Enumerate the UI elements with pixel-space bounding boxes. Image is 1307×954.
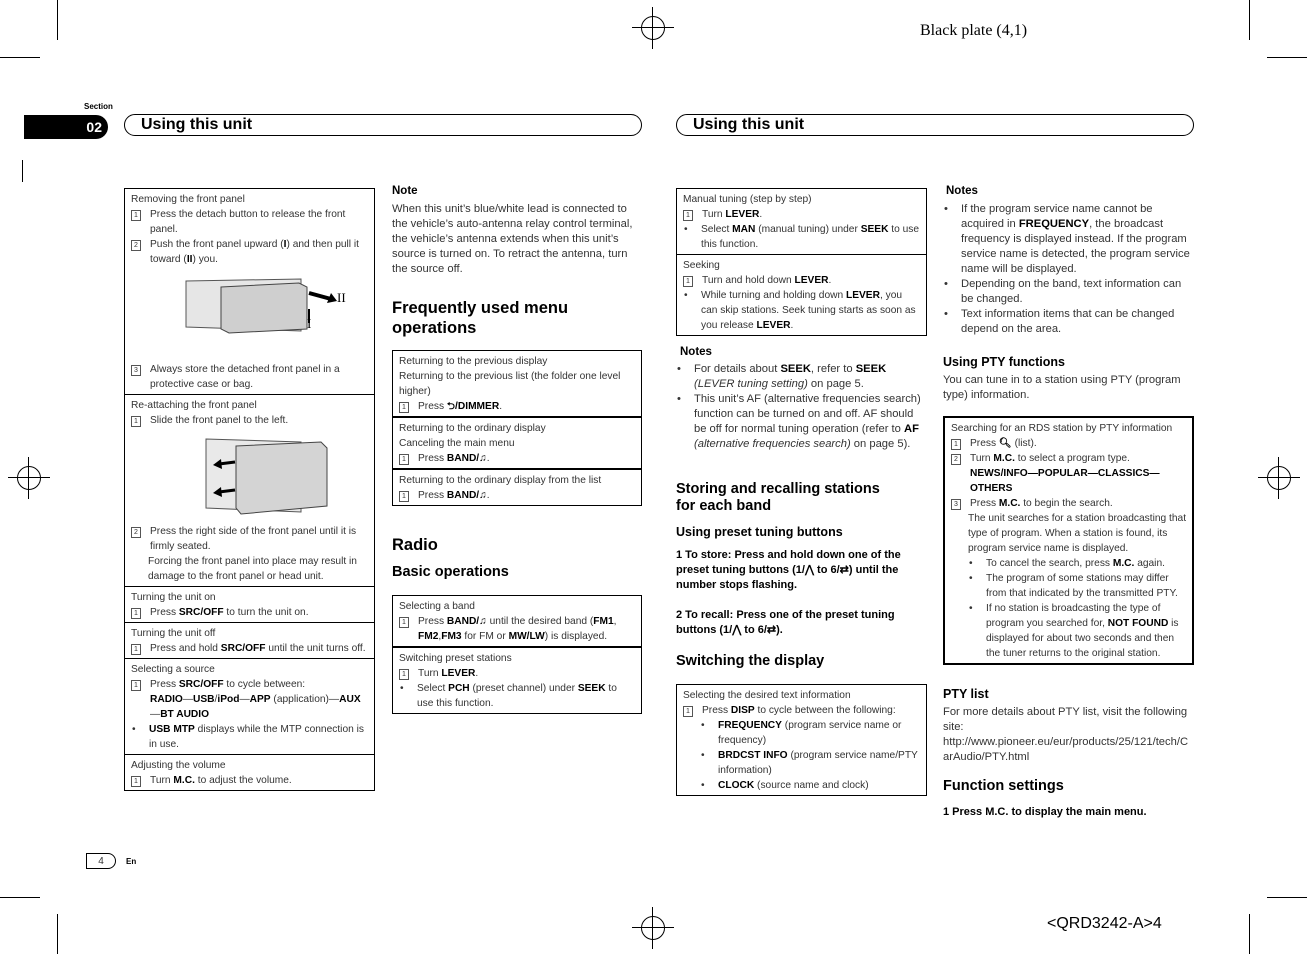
bullet-icon: • [677, 363, 681, 375]
step-recall: 2 To recall: Press one of the preset tuning buttons (1/⋀ to 6/⇄). [676, 609, 895, 636]
bullet-text: CLOCK (source name and clock) [718, 780, 869, 791]
pty-list-url[interactable]: http://www.pioneer.eu/eur/products/25/121/tech/CarAudio/PTY.html [943, 736, 1189, 763]
step-detail: Forcing the front panel into place may result in damage to the front panel or head unit. [148, 556, 357, 582]
cell-title: Returning to the ordinary display [399, 423, 546, 434]
step-2-icon: 2 [131, 527, 141, 538]
section-heading-switch-display: Switching the display [676, 653, 825, 669]
seeking-cell [677, 254, 926, 335]
section-heading-frequent: Frequently used menu operations [392, 299, 569, 337]
direction-mark-2: II [337, 290, 346, 305]
music-note-icon: ♫ [479, 490, 487, 501]
repeat-icon: ⇄ [839, 564, 849, 576]
step-text: Turn and hold down LEVER. [702, 275, 832, 286]
bullet-text: FREQUENCY (program service name or frequency) [718, 720, 902, 746]
bullet-icon: • [701, 750, 705, 761]
bullet-icon: • [969, 603, 973, 614]
reattach-panel-illustration [131, 428, 369, 524]
section-heading-function-settings: Function settings [943, 778, 1064, 794]
cell-title: Manual tuning (step by step) [683, 194, 812, 205]
bullet-icon: • [944, 203, 948, 215]
bullet-icon: • [944, 278, 948, 290]
step-text: Press BAND/♫. [418, 453, 490, 464]
registration-mark-icon [641, 16, 665, 40]
pty-search-cell [945, 418, 1192, 663]
bullet-text: To cancel the search, press M.C. again. [986, 558, 1165, 569]
subheading-pty-list: PTY list [943, 687, 989, 701]
step-2-icon: 2 [951, 454, 961, 465]
step-text: Turn LEVER. [702, 209, 763, 220]
cell-title: Adjusting the volume [131, 760, 226, 771]
cell-title: Selecting the desired text information [683, 690, 851, 701]
cell-title: Re-attaching the front panel [131, 400, 257, 411]
bullet-text: Select PCH (preset channel) under SEEK to use this function. [417, 683, 617, 709]
pty-search-table [943, 416, 1194, 665]
prev-display-cell [393, 351, 641, 416]
bullet-text: BRDCST INFO (program service name/PTY information) [718, 750, 918, 776]
step-1-icon: 1 [131, 644, 141, 655]
crop-mark [22, 160, 23, 182]
bullet-icon: • [400, 683, 404, 694]
note-heading: Note [392, 185, 418, 197]
music-note-icon: ♫ [479, 616, 487, 627]
step-1-icon: 1 [399, 669, 409, 680]
reattach-panel-cell [125, 394, 374, 586]
bullet-icon: • [701, 720, 705, 731]
pty-list-text: For more details about PTY list, visit the following site: http://www.pioneer.eu/eur/products/25/121/tech/CarAudio/PTY.html [943, 706, 1189, 763]
step-1-icon: 1 [131, 776, 141, 787]
return-icon: ⮌ [446, 401, 456, 412]
front-panel-illustration-icon [181, 269, 371, 359]
crop-mark [0, 897, 40, 898]
note-text: This unit’s AF (alternative frequencies search) function can be turned on and off. AF should be off for normal tuning operation (refer to AF (alternative frequencies search) on page 5). [694, 393, 921, 450]
note-text: When this unit’s blue/white lead is connected to the vehicle’s auto-antenna relay control terminal, the vehicle’s antenna extends when this unit’s source is turned on. To retract the antenna, turn the source off. [392, 203, 633, 275]
manual-tuning-cell [677, 189, 926, 254]
radio-ops-table [392, 595, 642, 714]
step-text: Turn M.C. to select a program type. NEWS/INFO—POPULAR—CLASSICS—OTHERS [970, 453, 1160, 494]
step-text: Press BAND/♫. [418, 490, 490, 501]
language-label: En [126, 857, 137, 866]
step-text: Push the front panel upward (I) and then pull it toward (II) you. [150, 239, 359, 265]
step-1-icon: 1 [131, 416, 141, 427]
registration-mark-icon [1267, 466, 1291, 490]
notes-list [676, 362, 927, 452]
direction-mark-1: I [307, 316, 312, 331]
step-text: Press and hold SRC/OFF until the unit turns off. [150, 643, 366, 654]
bullet-icon: • [969, 558, 973, 569]
step-1-icon: 1 [683, 276, 693, 287]
step-1-icon: 1 [683, 706, 693, 717]
note-text: If the program service name cannot be acquired in FREQUENCY, the broadcast frequency is displayed instead. If the program service name is detected, the program service name will be displayed. [961, 203, 1190, 275]
step-text: Press M.C. to begin the search. [970, 498, 1113, 509]
display-table [676, 684, 927, 796]
step-3-icon: 3 [951, 499, 961, 510]
cell-title: Returning to the ordinary display from the list [399, 475, 602, 486]
section-label: Section [84, 102, 113, 111]
step-text: Slide the front panel to the left. [150, 415, 289, 426]
up-arrow-icon: ⋀ [732, 624, 742, 636]
bullet-text: While turning and holding down LEVER, you can skip stations. Seek tuning starts as soon as you release LEVER. [701, 290, 916, 331]
column-1-table [124, 188, 375, 791]
switch-preset-cell [393, 646, 641, 713]
bullet-icon: • [969, 573, 973, 584]
cell-title: Switching preset stations [399, 653, 512, 664]
step-text: Press SRC/OFF to cycle between: RADIO—USB/iPod—APP (application)—AUX —BT AUDIO [150, 679, 361, 720]
step-1-icon: 1 [131, 608, 141, 619]
volume-cell [125, 754, 374, 790]
step-text: Turn M.C. to adjust the volume. [150, 775, 292, 786]
repeat-icon: ⇄ [766, 624, 777, 636]
crop-mark [57, 0, 58, 40]
removing-panel-cell [125, 189, 374, 394]
cell-title: Turning the unit on [131, 592, 216, 603]
tuning-table [676, 188, 927, 336]
registration-mark-icon [641, 916, 665, 940]
ordinary-display-cell [393, 416, 641, 468]
cell-title: Removing the front panel [131, 194, 245, 205]
detach-panel-illustration [131, 267, 369, 362]
menu-ops-table [392, 350, 642, 506]
notes-list [943, 202, 1194, 337]
cell-title: Selecting a band [399, 601, 475, 612]
crop-mark [57, 914, 58, 954]
note-text: Text information items that can be changed depend on the area. [961, 308, 1175, 335]
bullet-icon: • [684, 290, 688, 301]
select-text-cell [677, 685, 926, 795]
front-panel-illustration-icon [201, 434, 331, 520]
step-text: Press BAND/♫ until the desired band (FM1, FM2,FM3 for FM or MW/LW) is displayed. [418, 616, 617, 642]
step-2-icon: 2 [131, 240, 141, 251]
notes-heading: Notes [946, 185, 978, 197]
step-text: Always store the detached front panel in a protective case or bag. [150, 364, 340, 390]
cell-title: Returning to the previous display [399, 356, 548, 367]
crop-mark [1267, 57, 1307, 58]
registration-mark-icon [17, 466, 41, 490]
note-text: Depending on the band, text information can be changed. [961, 278, 1182, 305]
section-heading-radio: Radio [392, 536, 438, 554]
step-1-icon: 1 [951, 439, 961, 450]
cell-title: Selecting a source [131, 664, 215, 675]
step-detail: The unit searches for a station broadcasting that type of program. When a station is found, its program service name is displayed. [968, 513, 1187, 554]
bullet-icon: • [684, 224, 688, 235]
step-text: Turn LEVER. [418, 668, 479, 679]
step-text: Press 🔍︎ (list). [970, 438, 1037, 449]
select-band-cell [393, 596, 641, 646]
page-title-left: Using this unit [124, 114, 642, 136]
step-1-icon: 1 [399, 402, 409, 413]
bullet-text: Select MAN (manual tuning) under SEEK to use this function. [701, 224, 920, 250]
step-1-icon: 1 [399, 454, 409, 465]
crop-mark [1249, 914, 1250, 954]
bullet-icon: • [677, 393, 681, 405]
step-text: Press the right side of the front panel until it is firmly seated. [150, 526, 357, 552]
note-text: For details about SEEK, refer to SEEK (LEVER tuning setting) on page 5. [694, 363, 887, 390]
page-title-right: Using this unit [676, 114, 1194, 136]
page-number: 4 [86, 853, 116, 869]
step-1-icon: 1 [131, 680, 141, 691]
ordinary-from-list-cell [393, 468, 641, 505]
crop-mark [1267, 897, 1307, 898]
crop-mark [0, 57, 40, 58]
select-source-cell [125, 658, 374, 754]
bullet-text: The program of some stations may differ from that indicated by the transmitted PTY. [986, 573, 1178, 599]
step-text: Press ⮌/DIMMER. [418, 401, 503, 412]
section-heading-storing: Storing and recalling stations for each band [676, 481, 880, 514]
turn-off-cell [125, 622, 374, 658]
bullet-text: USB MTP displays while the MTP connection is in use. [149, 724, 364, 750]
up-arrow-icon: ⋀ [804, 564, 814, 576]
step-text: Press SRC/OFF to turn the unit on. [150, 607, 309, 618]
step-1-icon: 1 [399, 491, 409, 502]
crop-mark [1249, 0, 1250, 40]
turn-on-cell [125, 586, 374, 622]
subheading-pty-functions: Using PTY functions [943, 355, 1065, 369]
bullet-icon: • [944, 308, 948, 320]
subheading-basic-operations: Basic operations [392, 564, 509, 580]
step-text: Press DISP to cycle between the following: [702, 705, 896, 716]
cell-title: Canceling the main menu [399, 438, 515, 449]
step-store: 1 To store: Press and hold down one of the preset tuning buttons (1/⋀ to 6/⇄) until the number stops flashing. [676, 549, 901, 591]
music-note-icon: ♫ [479, 453, 487, 464]
document-code: <QRD3242-A>4 [1047, 915, 1162, 932]
step-function-settings: 1 Press M.C. to display the main menu. [943, 806, 1147, 818]
cell-title: Returning to the previous list (the folder one level higher) [399, 371, 621, 397]
section-number: 02 [24, 115, 108, 139]
search-icon: 🔍︎ [998, 438, 1012, 449]
step-1-icon: 1 [399, 617, 409, 628]
step-1-icon: 1 [131, 210, 141, 221]
bullet-icon: • [701, 780, 705, 791]
step-1-icon: 1 [683, 210, 693, 221]
cell-title: Seeking [683, 260, 720, 271]
plate-label: Black plate (4,1) [920, 22, 1028, 39]
bullet-text: If no station is broadcasting the type of program you searched for, NOT FOUND is displayed for about two seconds and then the tuner returns to the original station. [986, 603, 1179, 659]
step-3-icon: 3 [131, 365, 141, 376]
cell-title: Searching for an RDS station by PTY information [951, 423, 1173, 434]
pty-intro: You can tune in to a station using PTY (program type) information. [943, 374, 1181, 401]
notes-heading: Notes [680, 346, 712, 358]
cell-title: Turning the unit off [131, 628, 216, 639]
step-text: Press the detach button to release the front panel. [150, 209, 346, 235]
bullet-icon: • [132, 724, 136, 735]
subheading-preset-buttons: Using preset tuning buttons [676, 525, 843, 539]
